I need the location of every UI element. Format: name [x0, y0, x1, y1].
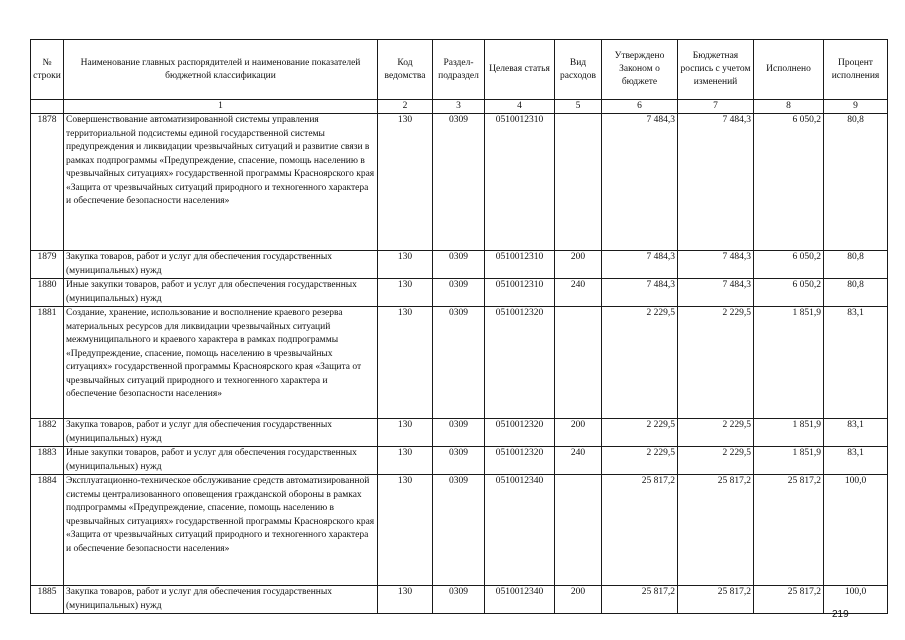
row-expense-type: 240	[555, 447, 602, 475]
row-section: 0309	[433, 307, 485, 419]
row-dept-code: 130	[378, 279, 433, 307]
row-section: 0309	[433, 279, 485, 307]
row-percent: 83,1	[824, 307, 888, 419]
header-percent: Процент исполнения	[824, 40, 888, 100]
row-target-article: 0510012310	[485, 279, 555, 307]
row-expense-type	[555, 307, 602, 419]
row-name: Закупка товаров, работ и услуг для обеспечения государственных (муниципальных) нужд	[64, 251, 378, 279]
header-executed: Исполнено	[754, 40, 824, 100]
header-dept-code: Код ведомства	[378, 40, 433, 100]
row-approved: 2 229,5	[602, 419, 678, 447]
row-dept-code: 130	[378, 419, 433, 447]
table-row	[31, 279, 888, 307]
column-number: 7	[678, 100, 754, 114]
row-approved: 2 229,5	[602, 447, 678, 475]
row-number: 1881	[31, 307, 64, 419]
row-approved: 2 229,5	[602, 307, 678, 419]
row-percent: 80,8	[824, 279, 888, 307]
column-number: 5	[555, 100, 602, 114]
column-number-row	[31, 100, 888, 114]
table-row	[31, 251, 888, 279]
header-name: Наименование главных распорядителей и наименование показателей бюджетной классификации	[64, 40, 378, 100]
row-percent: 100,0	[824, 475, 888, 586]
row-expense-type: 200	[555, 586, 602, 614]
row-expense-type: 240	[555, 279, 602, 307]
row-number: 1885	[31, 586, 64, 614]
row-target-article: 0510012340	[485, 475, 555, 586]
header-approved: Утверждено Законом о бюджете	[602, 40, 678, 100]
row-executed: 25 817,2	[754, 586, 824, 614]
row-executed: 1 851,9	[754, 447, 824, 475]
column-number: 8	[754, 100, 824, 114]
row-section: 0309	[433, 475, 485, 586]
row-name: Иные закупки товаров, работ и услуг для обеспечения государственных (муниципальных) нужд	[64, 447, 378, 475]
column-number: 2	[378, 100, 433, 114]
row-target-article: 0510012310	[485, 114, 555, 251]
row-target-article: 0510012320	[485, 419, 555, 447]
row-expense-type	[555, 114, 602, 251]
row-schedule: 7 484,3	[678, 114, 754, 251]
row-percent: 83,1	[824, 447, 888, 475]
row-schedule: 25 817,2	[678, 475, 754, 586]
row-dept-code: 130	[378, 251, 433, 279]
row-approved: 7 484,3	[602, 251, 678, 279]
row-executed: 6 050,2	[754, 114, 824, 251]
table-row	[31, 307, 888, 419]
row-section: 0309	[433, 419, 485, 447]
row-number: 1878	[31, 114, 64, 251]
column-number: 3	[433, 100, 485, 114]
row-section: 0309	[433, 251, 485, 279]
row-target-article: 0510012320	[485, 307, 555, 419]
row-dept-code: 130	[378, 307, 433, 419]
header-target-article: Целевая статья	[485, 40, 555, 100]
row-approved: 7 484,3	[602, 279, 678, 307]
row-section: 0309	[433, 114, 485, 251]
row-approved: 25 817,2	[602, 475, 678, 586]
row-percent: 83,1	[824, 419, 888, 447]
row-name: Закупка товаров, работ и услуг для обеспечения государственных (муниципальных) нужд	[64, 586, 378, 614]
header-row-number: № строки	[31, 40, 64, 100]
row-executed: 25 817,2	[754, 475, 824, 586]
row-schedule: 7 484,3	[678, 279, 754, 307]
row-executed: 1 851,9	[754, 419, 824, 447]
header-expense-type: Вид расходов	[555, 40, 602, 100]
row-target-article: 0510012340	[485, 586, 555, 614]
row-number: 1882	[31, 419, 64, 447]
row-name: Иные закупки товаров, работ и услуг для обеспечения государственных (муниципальных) нужд	[64, 279, 378, 307]
column-number: 1	[64, 100, 378, 114]
row-approved: 25 817,2	[602, 586, 678, 614]
row-schedule: 2 229,5	[678, 307, 754, 419]
row-executed: 6 050,2	[754, 279, 824, 307]
row-schedule: 25 817,2	[678, 586, 754, 614]
row-expense-type: 200	[555, 419, 602, 447]
table-row	[31, 586, 888, 614]
row-percent: 80,8	[824, 251, 888, 279]
row-name: Эксплуатационно-техническое обслуживание средств автоматизированной системы централизованного оповещения гражданской обороны в рамках подпрограммы «Предупреждение, спасение, помощь населению в чрезвычайных ситуациях» государственной программы Красноярского края «Защита от чрезвычайных ситуаций природного и техногенного характера и обеспечение безопасности населения»	[64, 475, 378, 586]
column-number	[31, 100, 64, 114]
row-number: 1879	[31, 251, 64, 279]
row-dept-code: 130	[378, 586, 433, 614]
row-executed: 6 050,2	[754, 251, 824, 279]
row-expense-type: 200	[555, 251, 602, 279]
row-name: Создание, хранение, использование и восполнение краевого резерва материальных ресурсов для ликвидации чрезвычайных ситуаций межмуниципального и краевого характера в рамках подпрограммы «Предупреждение, спасение, помощь населению в чрезвычайных ситуациях» государственной программы Красноярского края «Защита от чрезвычайных ситуаций природного и техногенного характера и обеспечение безопасности населения»	[64, 307, 378, 419]
row-target-article: 0510012310	[485, 251, 555, 279]
page-number: 219	[832, 609, 849, 620]
row-section: 0309	[433, 447, 485, 475]
row-target-article: 0510012320	[485, 447, 555, 475]
table-header-row	[31, 40, 888, 100]
row-number: 1883	[31, 447, 64, 475]
column-number: 6	[602, 100, 678, 114]
row-number: 1884	[31, 475, 64, 586]
table-row	[31, 419, 888, 447]
budget-table	[30, 39, 888, 614]
table-row	[31, 447, 888, 475]
header-section: Раздел-подраздел	[433, 40, 485, 100]
row-name: Совершенствование автоматизированной системы управления территориальной подсистемы единой государственной системы предупреждения и ликвидации чрезвычайных ситуаций и развитие связи в рамках подпрограммы «Предупреждение, спасение, помощь населению в чрезвычайных ситуациях» государственной программы Красноярского края «Защита от чрезвычайных ситуаций природного и техногенного характера и обеспечение безопасности населения»	[64, 114, 378, 251]
row-dept-code: 130	[378, 475, 433, 586]
row-schedule: 2 229,5	[678, 447, 754, 475]
row-approved: 7 484,3	[602, 114, 678, 251]
row-percent: 80,8	[824, 114, 888, 251]
row-schedule: 2 229,5	[678, 419, 754, 447]
row-number: 1880	[31, 279, 64, 307]
row-dept-code: 130	[378, 447, 433, 475]
row-percent: 100,0	[824, 586, 888, 614]
header-schedule: Бюджетная роспись с учетом изменений	[678, 40, 754, 100]
column-number: 4	[485, 100, 555, 114]
row-executed: 1 851,9	[754, 307, 824, 419]
table-row	[31, 475, 888, 586]
row-name: Закупка товаров, работ и услуг для обеспечения государственных (муниципальных) нужд	[64, 419, 378, 447]
row-expense-type	[555, 475, 602, 586]
row-section: 0309	[433, 586, 485, 614]
row-dept-code: 130	[378, 114, 433, 251]
table-row	[31, 114, 888, 251]
row-schedule: 7 484,3	[678, 251, 754, 279]
column-number: 9	[824, 100, 888, 114]
